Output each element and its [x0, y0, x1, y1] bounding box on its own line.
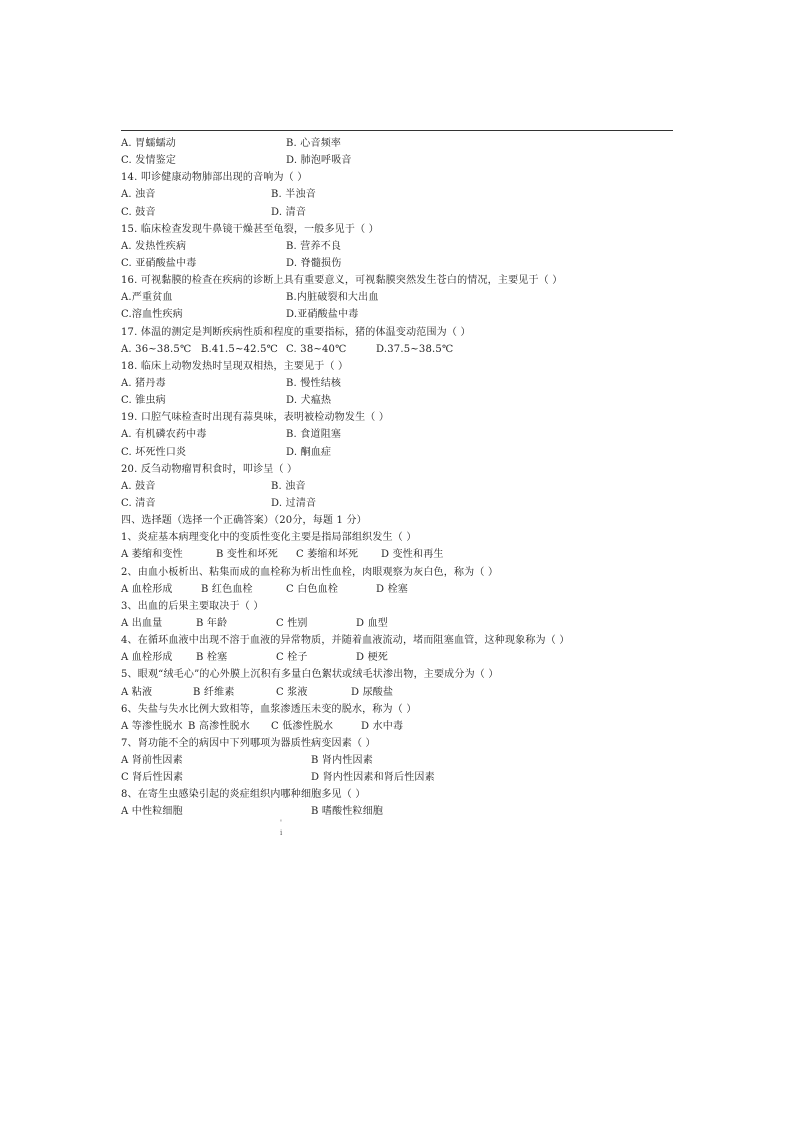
question-text: 四、选择题（选择一个正确答案）（20分，每题 1 分） — [121, 515, 367, 527]
option-text: A. 胃蠕蠕动 — [121, 138, 176, 149]
option-text: C. 锥虫病 — [121, 395, 166, 407]
question-line — [121, 409, 681, 426]
option-text: D 血型 — [356, 617, 388, 629]
question-text: 14. 叩诊健康动物肺部出现的音响为（ ） — [121, 172, 308, 184]
option-text: A. 猪丹毒 — [121, 377, 166, 389]
option-text: B. 营养不良 — [286, 240, 342, 252]
question-text: 16. 可视黏膜的检查在疾病的诊断上具有重要意义，可视黏膜突然发生苍白的情况，主要见于（ ） — [121, 275, 563, 287]
option-text: D. 过清音 — [271, 497, 317, 509]
question-text: 3、出血的后果主要取决于（ ） — [121, 600, 264, 612]
option-row — [121, 752, 681, 769]
option-text: B.内脏破裂和大出血 — [286, 292, 379, 304]
option-text: A 血栓形成 — [121, 652, 173, 664]
option-row — [121, 684, 681, 701]
option-text: C. 38~40℃ — [286, 343, 347, 355]
option-text: A. 发热性疾病 — [121, 240, 187, 252]
stray-mark-1: ' — [280, 819, 282, 827]
option-row — [121, 803, 681, 820]
question-text: 2、由血小板析出、粘集而成的血栓称为析出性血栓，肉眼观察为灰白色，称为（ ） — [121, 566, 499, 578]
option-text: C. 鼓音 — [121, 206, 156, 218]
option-text: B. 食道阻塞 — [286, 429, 342, 441]
option-text: B 年龄 — [196, 617, 228, 629]
option-row — [121, 769, 681, 786]
question-line — [121, 598, 681, 615]
option-text: B 纤维素 — [193, 686, 235, 698]
question-line — [121, 512, 681, 529]
option-text: A 萎缩和变性 — [121, 549, 183, 561]
option-text: C 栓子 — [276, 652, 308, 664]
question-text: 20. 反刍动物瘤胃积食时，叩诊呈（ ） — [121, 463, 298, 475]
option-text: C. 清音 — [121, 497, 156, 509]
option-row — [121, 238, 681, 255]
question-line — [121, 701, 681, 718]
option-text: C. 亚硝酸盐中毒 — [121, 257, 197, 269]
option-row — [121, 186, 681, 203]
question-line — [121, 461, 681, 478]
question-line — [121, 786, 681, 803]
option-text: D 水中毒 — [361, 720, 404, 732]
option-text: C 白色血栓 — [286, 583, 339, 595]
option-text: D.亚硝酸盐中毒 — [286, 309, 359, 321]
option-text: B 嗜酸性粒细胞 — [311, 806, 384, 818]
option-text: C. 坏死性口炎 — [121, 446, 187, 458]
question-line — [121, 529, 681, 546]
option-text: A 等渗性脱水 — [121, 720, 183, 732]
option-text: A 中性粒细胞 — [121, 806, 183, 818]
question-line — [121, 666, 681, 683]
option-text: D 梗死 — [356, 652, 388, 664]
option-row — [121, 581, 681, 598]
question-text: 1、炎症基本病理变化中的变质性变化主要是指局部组织发生（ ） — [121, 532, 417, 544]
option-row — [121, 426, 681, 443]
option-text: A. 鼓音 — [121, 480, 156, 492]
option-text: D 尿酸盐 — [351, 686, 394, 698]
option-text: B. 半浊音 — [271, 189, 316, 201]
question-text: 8、在寄生虫感染引起的炎症组织内哪种细胞多见（ ） — [121, 789, 366, 801]
option-row — [121, 392, 681, 409]
option-text: B 红色血栓 — [201, 583, 253, 595]
question-text: 19. 口腔气味检查时出现有蒜臭味，表明被检动物发生（ ） — [121, 412, 390, 424]
question-line — [121, 564, 681, 581]
option-text: D.37.5~38.5℃ — [376, 343, 454, 355]
option-row — [121, 478, 681, 495]
question-line — [121, 324, 681, 341]
option-text: A 血栓形成 — [121, 583, 173, 595]
option-row — [121, 375, 681, 392]
option-text: B. 浊音 — [271, 480, 306, 492]
option-text: B. 慢性结核 — [286, 377, 342, 389]
option-row — [121, 649, 681, 666]
option-row — [121, 135, 681, 152]
option-row — [121, 546, 681, 563]
option-text: C 萎缩和坏死 — [296, 549, 359, 561]
option-text: A 粘液 — [121, 686, 153, 698]
question-text: 15. 临床检查发现牛鼻镜干燥甚至龟裂，一般多见于（ ） — [121, 223, 379, 235]
question-line — [121, 272, 681, 289]
option-text: D. 脊髓损伤 — [286, 257, 342, 269]
option-row — [121, 444, 681, 461]
option-text: B.41.5~42.5℃ — [201, 343, 279, 355]
question-line — [121, 632, 681, 649]
question-text: 4、在循环血液中出现不溶于血液的异常物质，并随着血液流动，堵而阻塞血管，这种现象称为（ ） — [121, 635, 570, 647]
question-line — [121, 169, 681, 186]
question-text: 5、眼观“绒毛心”的心外膜上沉积有多量白色絮状或绒毛状渗出物，主要成分为（ ） — [121, 669, 499, 681]
option-text: B 肾内性因素 — [311, 755, 373, 767]
option-text: B 变性和坏死 — [216, 549, 278, 561]
option-row — [121, 289, 681, 306]
header-rule — [121, 130, 673, 131]
question-text: 7、肾功能不全的病因中下列哪项为器质性病变因素（ ） — [121, 737, 376, 749]
option-text: C. 发情鉴定 — [121, 155, 177, 167]
option-row — [121, 204, 681, 221]
option-text: D. 酮血症 — [286, 446, 332, 458]
option-text: D. 肺泡呼吸音 — [286, 155, 352, 167]
option-text: C.溶血性疾病 — [121, 309, 183, 321]
option-text: D 肾内性因素和肾后性因素 — [311, 772, 435, 784]
option-row — [121, 718, 681, 735]
option-text: A. 有机磷农药中毒 — [121, 429, 207, 441]
question-list — [121, 135, 681, 821]
option-text: B. 心音频率 — [286, 138, 342, 149]
option-text: C 肾后性因素 — [121, 772, 184, 784]
option-row — [121, 152, 681, 169]
question-line — [121, 358, 681, 375]
option-text: C 性别 — [276, 617, 308, 629]
question-text: 18. 临床上动物发热时呈现双相热，主要见于（ ） — [121, 360, 349, 372]
question-line — [121, 735, 681, 752]
option-text: A. 36~38.5℃ — [121, 343, 192, 355]
option-row — [121, 495, 681, 512]
option-row — [121, 341, 681, 358]
option-text: D 栓塞 — [376, 583, 408, 595]
option-text: A 出血量 — [121, 617, 163, 629]
option-row — [121, 306, 681, 323]
option-text: B 高渗性脱水 — [188, 720, 250, 732]
option-text: D. 清音 — [271, 206, 307, 218]
option-text: D 变性和再生 — [381, 549, 444, 561]
option-text: C 低渗性脱水 — [271, 720, 334, 732]
option-row — [121, 255, 681, 272]
question-text: 6、失盐与失水比例大致相等，血浆渗透压未变的脱水，称为（ ） — [121, 703, 417, 715]
option-text: A. 浊音 — [121, 189, 156, 201]
stray-marks — [280, 818, 282, 838]
question-text: 17. 体温的测定是判断疾病性质和程度的重要指标，猪的体温变动范围为（ ） — [121, 326, 471, 338]
option-row — [121, 615, 681, 632]
option-text: B 栓塞 — [196, 652, 228, 664]
option-text: C 浆液 — [276, 686, 308, 698]
stray-mark-2: ⅰ — [280, 829, 283, 837]
option-text: A 肾前性因素 — [121, 755, 183, 767]
question-line — [121, 221, 681, 238]
option-text: A.严重贫血 — [121, 292, 173, 304]
option-text: D. 犬瘟热 — [286, 395, 332, 407]
